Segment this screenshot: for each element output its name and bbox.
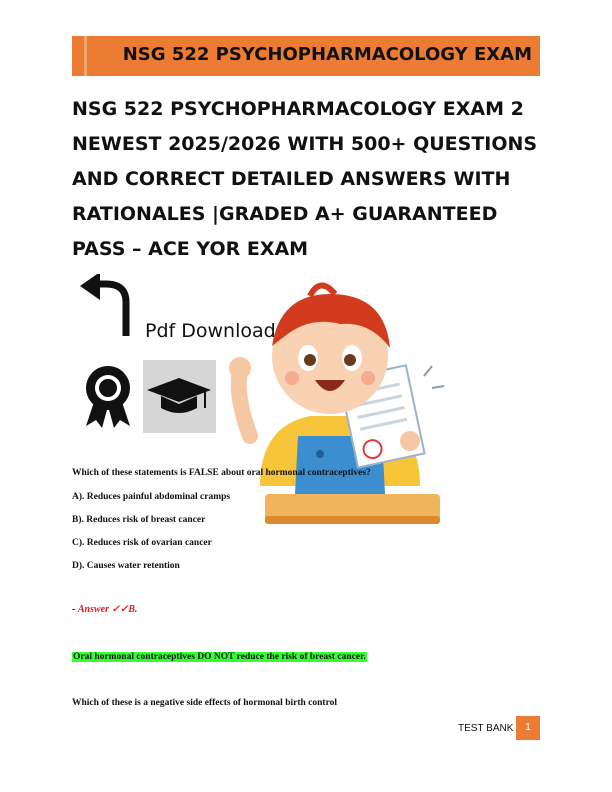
award-ribbon-icon xyxy=(82,364,134,430)
answer-option-d: D). Causes water retention xyxy=(72,561,180,571)
answer-option-c: C). Reduces risk of ovarian cancer xyxy=(72,538,212,548)
banner-title: NSG 522 PSYCHOPHARMACOLOGY EXAM xyxy=(122,44,532,65)
answer-option-a: A). Reduces painful abdominal cramps xyxy=(72,492,231,502)
answer-rationale: Oral hormonal contraceptives DO NOT reduce the risk of breast cancer. xyxy=(73,652,366,662)
footer-label: TEST BANK xyxy=(458,723,514,734)
pdf-download-label: Pdf Download xyxy=(145,320,276,342)
answer-dash: - xyxy=(72,604,76,615)
correct-answer: Answer ✓✓B. xyxy=(77,604,138,615)
graduation-cap-icon xyxy=(147,376,212,418)
question-prompt: Which of these is a negative side effects of hormonal birth control xyxy=(72,698,338,708)
back-arrow-icon xyxy=(76,274,132,338)
answer-line xyxy=(72,604,137,615)
banner-stripe xyxy=(84,36,87,76)
student-illustration xyxy=(210,276,450,526)
answer-option-b: B). Reduces risk of breast cancer xyxy=(72,515,206,525)
document-title: NSG 522 PSYCHOPHARMACOLOGY EXAM 2 NEWEST 2025/2026 WITH 500+ QUESTIONS AND CORRECT DETAILED ANSWERS WITH RATIONALES |GRADED A+ GUARANTEED PASS – ACE YOR EXAM xyxy=(72,98,538,260)
header-banner xyxy=(72,36,540,76)
question-prompt: Which of these statements is FALSE about oral hormonal contraceptives? xyxy=(72,468,371,478)
page-number: 1 xyxy=(516,716,540,740)
graduation-cap-tile xyxy=(143,360,216,433)
